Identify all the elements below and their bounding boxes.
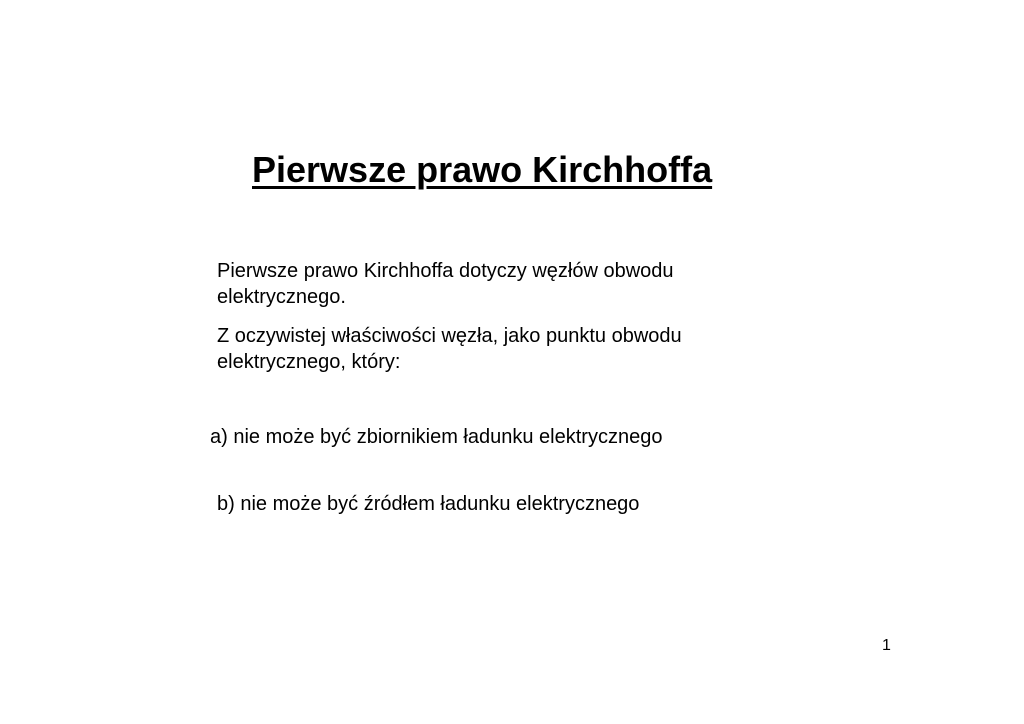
list-item-a: a) nie może być zbiornikiem ładunku elektrycznego (210, 426, 663, 448)
intro-paragraph-line-2: elektrycznego. (217, 286, 346, 308)
intro-paragraph (217, 258, 674, 310)
page-number: 1 (882, 637, 891, 654)
slide-title: Pierwsze prawo Kirchhoffa (252, 149, 713, 190)
node-property-line-1: Z oczywistej właściwości węzła, jako punktu obwodu (217, 325, 682, 347)
list-item-b: b) nie może być źródłem ładunku elektrycznego (217, 493, 640, 515)
node-property-paragraph (217, 323, 682, 375)
intro-paragraph-line-1: Pierwsze prawo Kirchhoffa dotyczy węzłów obwodu (217, 260, 674, 282)
node-property-line-2: elektrycznego, który: (217, 351, 401, 373)
